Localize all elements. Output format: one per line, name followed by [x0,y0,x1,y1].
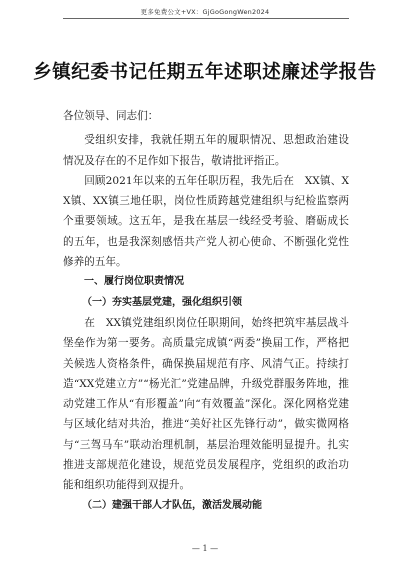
paragraph-intro: 受组织安排，我就任期五年的履职情况、思想政治建设情况及存在的不足作如下报告，敬请批评指正。 [63,134,349,167]
header-divider [63,18,349,19]
paragraph-party-building: 在 XX镇党建组织岗位任职期间，始终把筑牢基层战斗堡垒作为第一要务。高质量完成镇“两委”换届工作，严格把关候选人资格条件，确保换届规范有序、风清气正。持续打造“XX党建立方”“杨光汇”党建品牌，升级党群服务阵地，推动党建工作从“有形覆盖”向“有效覆盖”深化。深化网格党建与区域化结对共治，推进“美好社区先锋行动”，做实微网格与“三驾马车”联动治理机制，基层治理效能明显提升。扎实推进支部规范化建设，规范党员发展程序，党组织的政治功能和组织功能得到双提升。 [63,316,349,492]
section-heading-duties: 一、履行岗位职责情况 [84,276,184,288]
document-body [63,106,349,516]
header-note: 更多免费公文+VX：GjGoGongWen2024 [140,8,270,16]
subsection-heading-party-building: （一）夯实基层党建，强化组织引领 [82,296,242,308]
page-number: — 1 — [191,544,219,553]
salutation: 各位领导、同志们： [63,110,159,122]
document-title: 乡镇纪委书记任期五年述职述廉述学报告 [33,62,377,83]
subsection-heading-cadre-team: （二）建强干部人才队伍，激活发展动能 [82,499,262,511]
paragraph-review: 回顾2021年以来的五年任职历程，我先后在 XX镇、XX镇、XX镇三地任职，岗位性质跨越党建组织与纪检监察两个重要领域。这五年，是我在基层一线经受考验、磨砺成长的五年，也是我深刻感悟共产党人初心使命、不断强化党性修养的五年。 [63,174,349,269]
